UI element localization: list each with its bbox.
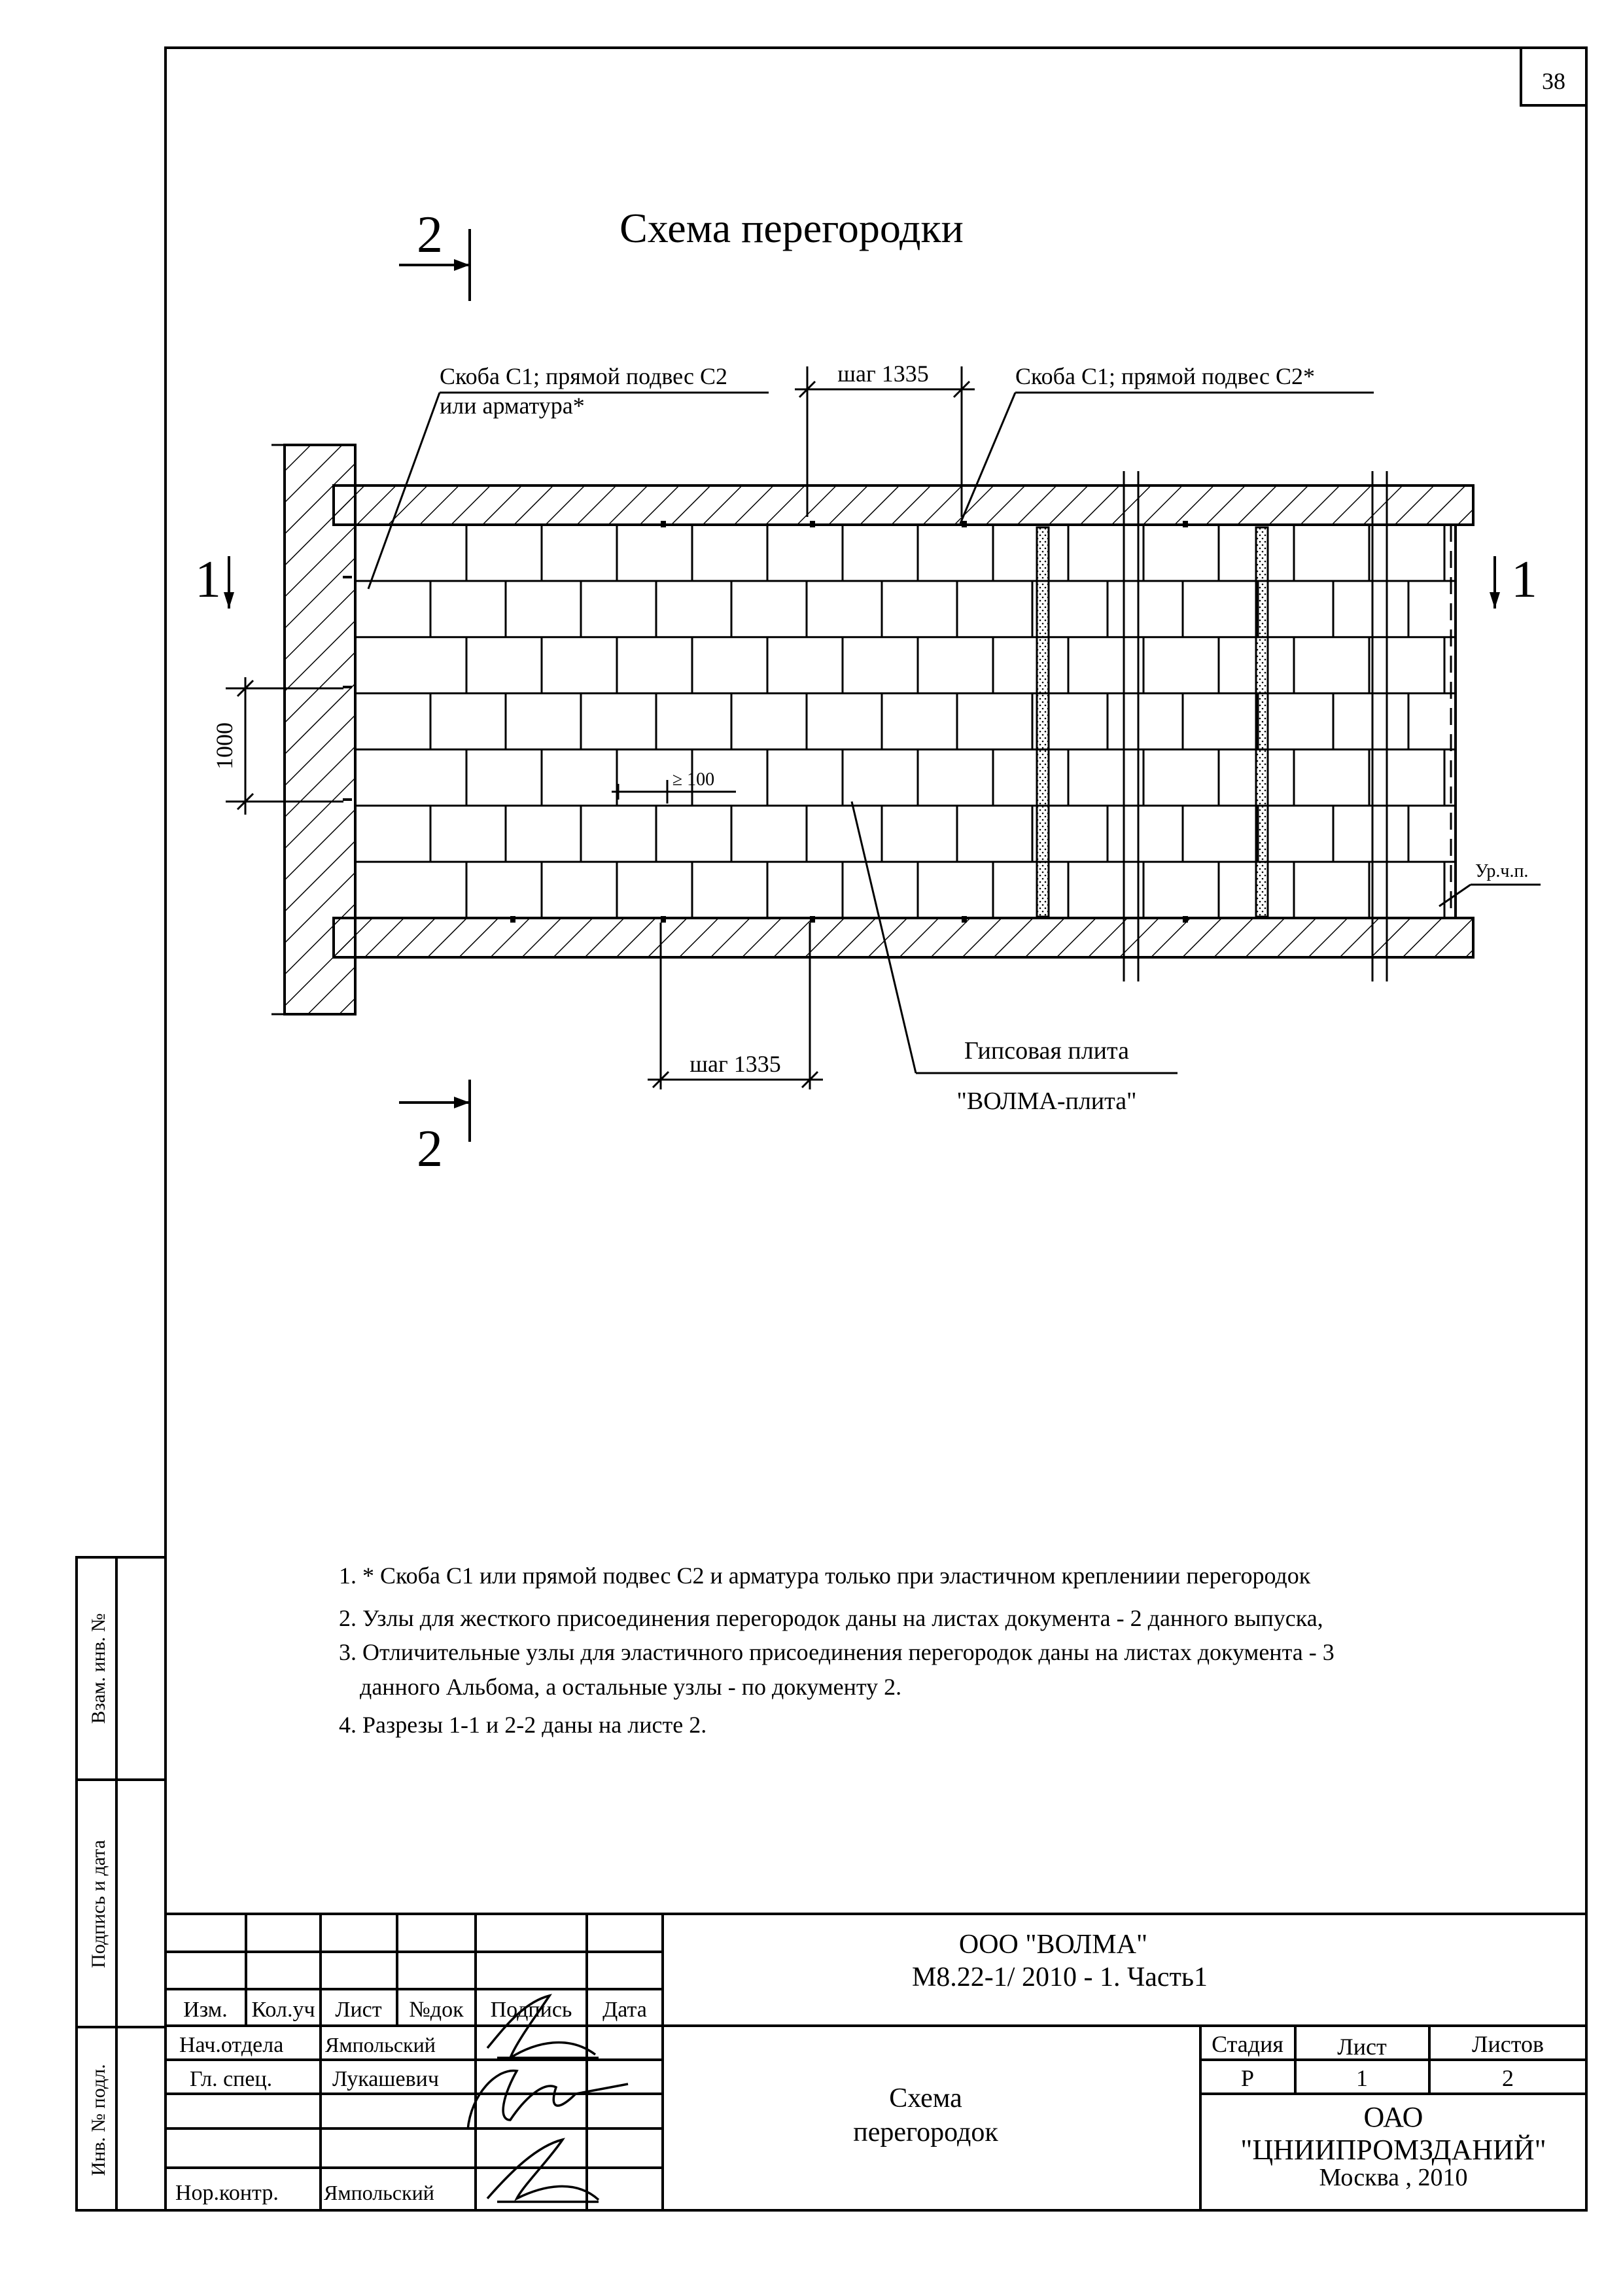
callout-left-line2: или арматура* [440,393,585,419]
row2-role: Гл. спец. [190,2067,273,2091]
doc-code: М8.22-1/ 2010 - 1. Часть1 [911,1962,1208,1992]
row2-name: Лукашевич [332,2067,439,2091]
wall-area [355,525,1456,918]
section-2-top-label: 2 [417,206,443,264]
page-number: 38 [1542,68,1565,94]
note-2: 2. Узлы для жесткого присоединения перегородок даны на листах документа - 2 данного выпуска, [339,1605,1323,1631]
header-list: Лист [335,1998,382,2022]
note-3-cont: данного Альбома, а остальные узлы - по документу 2. [360,1674,902,1700]
floor-level-label: Ур.ч.п. [1475,861,1529,881]
dimension-100-label: ≥ 100 [672,769,715,790]
plate-label-line1: Гипсовая плита [964,1037,1129,1065]
header-izm: Изм. [183,1998,228,2022]
stage-value: Р [1240,2065,1255,2091]
callout-right: Скоба С1; прямой подвес С2* [1015,363,1316,389]
floor-slab [334,918,1473,957]
section-1-left-arrow [224,592,234,609]
drawing-title: Схема перегородки [620,205,964,251]
note-1: 1. * Скоба С1 или прямой подвес С2 и арматура только при эластичном креплениии перегородок [339,1563,1311,1589]
row1-name: Ямпольский [325,2033,436,2057]
plate-label-line2: "ВОЛМА-плита" [956,1087,1137,1115]
notes-block [339,1563,1335,1738]
step-label-bottom: шаг 1335 [689,1051,781,1077]
side-stamp-podpis: Подпись и дата [88,1840,109,1968]
header-kol-uch: Кол.уч [251,1998,315,2022]
header-podpis: Подпись [490,1998,572,2022]
org-line1: ОАО [1363,2101,1423,2133]
header-ndok: №док [409,1998,464,2022]
section-1-left-label: 1 [195,551,221,609]
section-2-top-arrow [454,259,470,271]
joint-strip-1 [1037,527,1049,917]
row1-role: Нач.отдела [179,2033,284,2057]
org-line3: Москва , 2010 [1319,2164,1468,2191]
sheets-value: 2 [1502,2065,1514,2091]
ceiling-slab [334,486,1473,525]
row4-name: Ямпольский [324,2181,434,2204]
sheet-label: Лист [1337,2034,1387,2060]
sheet-title-line1: Схема [889,2083,962,2113]
sheet-title-line2: перегородок [853,2117,998,2147]
company-name: ООО "ВОЛМА" [958,1930,1148,1960]
sheets-label: Листов [1472,2031,1544,2057]
section-2-bottom-label: 2 [417,1120,443,1178]
section-1-right-label: 1 [1511,551,1537,609]
note-3: 3. Отличительные узлы для эластичного присоединения перегородок даны на листах документа - 3 [339,1639,1335,1665]
note-4: 4. Разрезы 1-1 и 2-2 даны на листе 2. [339,1712,707,1738]
sheet-value: 1 [1356,2065,1368,2091]
joint-strip-2 [1256,527,1268,917]
side-stamp-inv: Инв. № подл. [88,2064,109,2176]
row4-role: Нор.контр. [175,2181,279,2205]
stage-label: Стадия [1212,2031,1283,2057]
partition-drawing [271,445,1473,1014]
org-line2: "ЦНИИПРОМЗДАНИЙ" [1240,2134,1546,2166]
side-stamp-vzam: Взам. инв. № [88,1613,109,1724]
header-data: Дата [602,1998,647,2022]
section-1-right-arrow [1490,592,1500,609]
section-2-bottom-arrow [454,1097,470,1108]
step-label-top: шаг 1335 [837,361,929,387]
callout-left-line1: Скоба С1; прямой подвес С2 [440,363,728,389]
dimension-1000-label: 1000 [211,722,237,769]
